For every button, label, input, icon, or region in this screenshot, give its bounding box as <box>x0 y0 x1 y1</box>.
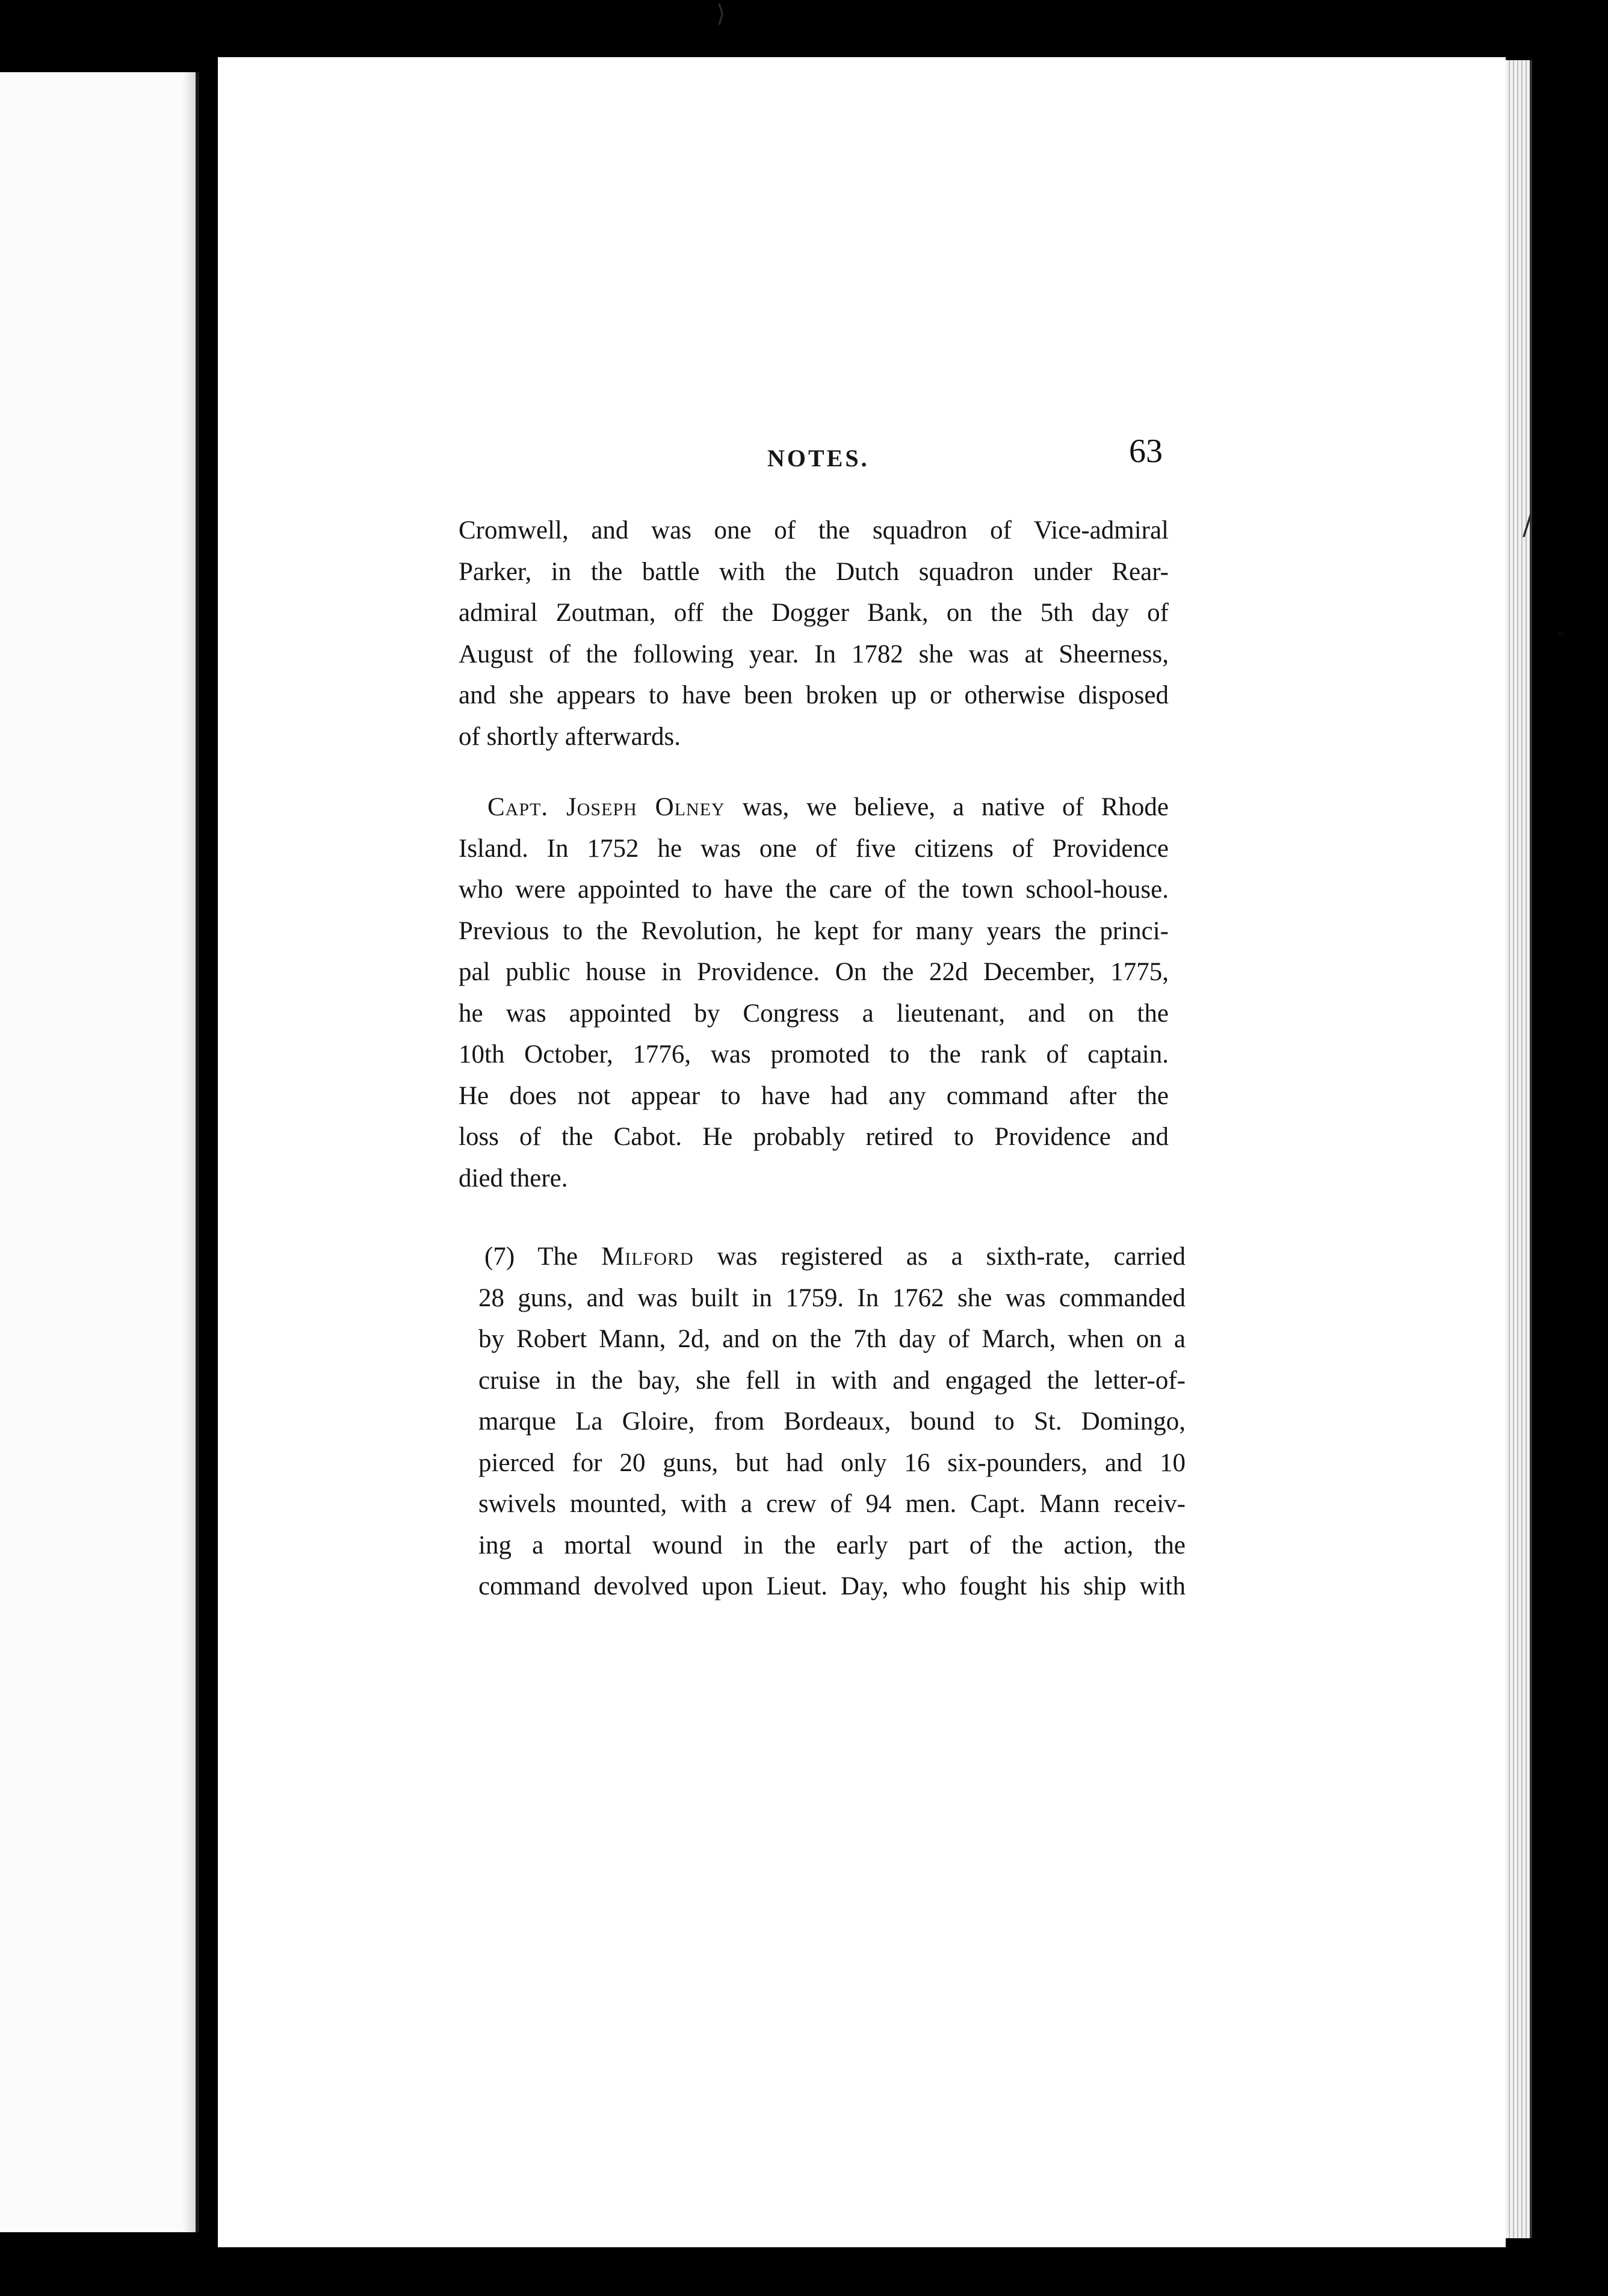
text-line: Parker, in the battle with the Dutch squadron under Rear- <box>459 557 1169 586</box>
text-line: and she appears to have been broken up or otherwise disposed <box>459 681 1169 709</box>
text-line: He does not appear to have had any command after the <box>459 1081 1169 1110</box>
paragraph-milford <box>478 1236 1186 1608</box>
text-run: was registered as a sixth-rate, carried <box>693 1242 1186 1271</box>
text-run: was, we believe, a native of Rhode <box>725 793 1169 821</box>
page-fold-shadow <box>182 72 196 2232</box>
running-head: NOTES. <box>767 445 870 472</box>
text-line: who were appointed to have the care of the town school-house. <box>459 875 1169 904</box>
text-line: command devolved upon Lieut. Day, who fought his ship with <box>478 1572 1186 1600</box>
text-line: ing a mortal wound in the early part of the action, the <box>478 1531 1186 1560</box>
text-line: died there. <box>459 1164 568 1193</box>
text-line: marque La Gloire, from Bordeaux, bound to St. Domingo, <box>478 1407 1186 1436</box>
text-line: pal public house in Providence. On the 22d December, 1775, <box>459 958 1169 986</box>
text-line: of shortly afterwards. <box>459 722 681 751</box>
text-line: pierced for 20 guns, but had only 16 six-pounders, and 10 <box>478 1448 1186 1477</box>
text-line: 28 guns, and was built in 1759. In 1762 she was commanded <box>478 1283 1186 1312</box>
text-line: 10th October, 1776, was promoted to the rank of captain. <box>459 1040 1169 1069</box>
scan-speck-mark: ⟩ <box>716 0 726 28</box>
scan-speck-mark: / <box>1523 508 1532 541</box>
text-line: he was appointed by Congress a lieutenant, and on the <box>459 999 1169 1028</box>
text-line: swivels mounted, with a crew of 94 men. Capt. Mann receiv- <box>478 1490 1186 1518</box>
scan-speck-mark: ◦ <box>1556 626 1565 643</box>
facing-page-edge <box>0 72 199 2232</box>
text-line: August of the following year. In 1782 she was at Sheerness, <box>459 640 1169 668</box>
text-line: Previous to the Revolution, he kept for many years the princi- <box>459 916 1169 945</box>
text-run: The <box>515 1242 602 1271</box>
text-line: by Robert Mann, 2d, and on the 7th day of March, when on a <box>478 1325 1186 1353</box>
text-line: cruise in the bay, she fell in with and engaged the letter-of- <box>478 1366 1186 1395</box>
text-line: Cromwell, and was one of the squadron of Vice-admiral <box>459 516 1169 545</box>
note-marker: (7) <box>484 1242 515 1271</box>
paragraph-olney <box>459 787 1169 1199</box>
text-line-lead <box>478 1236 1186 1278</box>
page-number: 63 <box>1129 433 1163 470</box>
text-line: admiral Zoutman, off the Dogger Bank, on the 5th day of <box>459 599 1169 627</box>
text-line-lead <box>459 787 1169 829</box>
ship-name-smallcaps: Milford <box>601 1242 694 1271</box>
text-line: loss of the Cabot. He probably retired to Providence and <box>459 1123 1169 1151</box>
name-smallcaps: Capt. Joseph Olney <box>487 793 725 821</box>
text-line: Island. In 1752 he was one of five citizens of Providence <box>459 834 1169 863</box>
page-stack-edges <box>1506 60 1532 2238</box>
paragraph-cromwell <box>459 510 1169 758</box>
